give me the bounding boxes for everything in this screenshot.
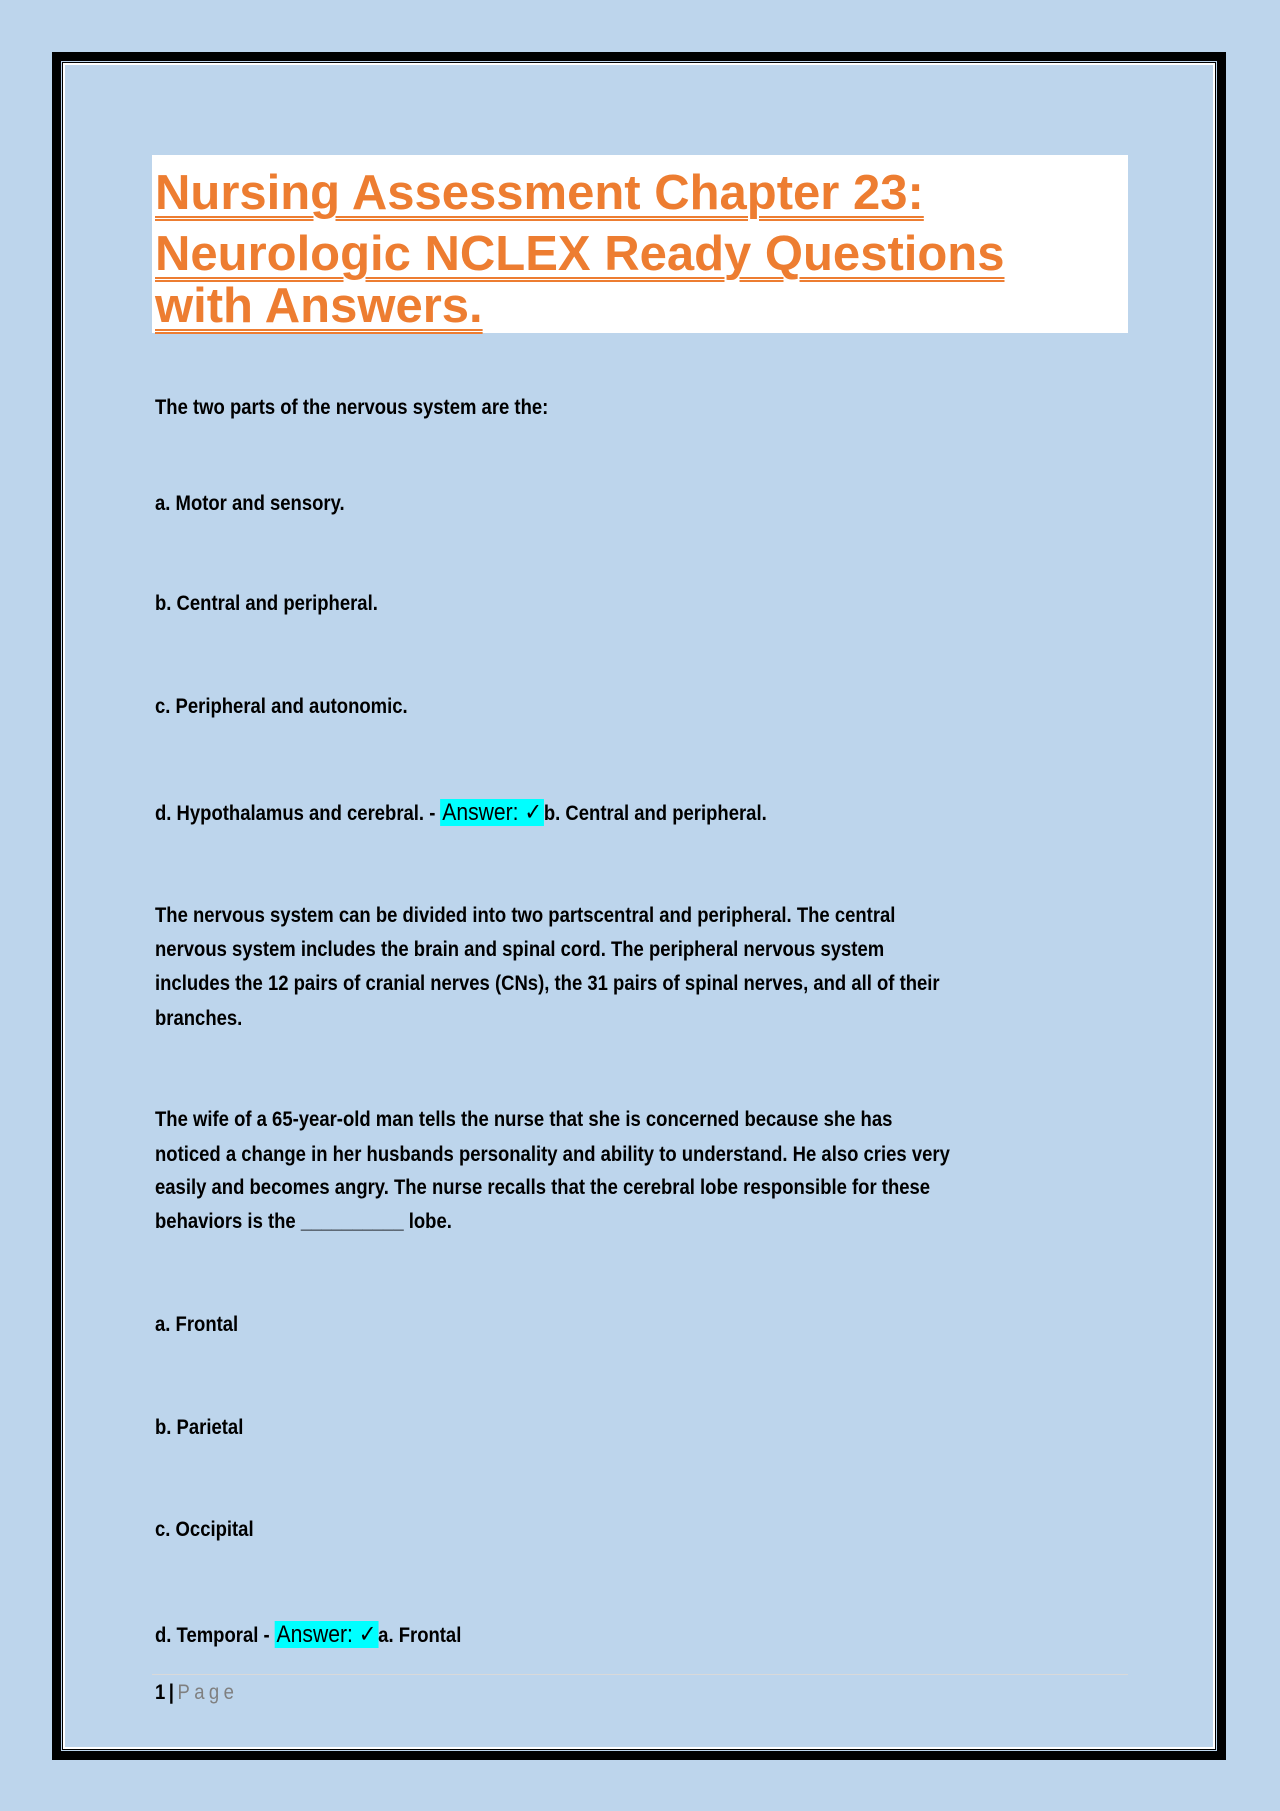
question-2-line: behaviors is the __________ lobe. bbox=[155, 1210, 452, 1233]
option-d-with-answer bbox=[155, 1622, 461, 1649]
option-a: a. Motor and sensory. bbox=[155, 492, 345, 515]
option-a: a. Frontal bbox=[155, 1313, 239, 1336]
answer-highlight bbox=[275, 1621, 378, 1648]
answer-text: b. Central and peripheral. bbox=[543, 802, 767, 825]
footer-divider bbox=[152, 1674, 1128, 1675]
title-line: with Answers. bbox=[155, 279, 483, 333]
check-icon: ✓ bbox=[524, 799, 543, 826]
footer-separator: | bbox=[168, 1681, 174, 1704]
title-line: Nursing Assessment Chapter 23: bbox=[155, 166, 924, 220]
document-title bbox=[152, 155, 1128, 333]
page-footer bbox=[155, 1680, 238, 1706]
title-line: Neurologic NCLEX Ready Questions bbox=[155, 227, 1005, 281]
option-b: b. Central and peripheral. bbox=[155, 592, 378, 615]
question-2-line: The wife of a 65-year-old man tells the nurse that she is concerned because she has bbox=[155, 1108, 893, 1131]
answer-text: a. Frontal bbox=[378, 1624, 462, 1647]
option-d: d. Hypothalamus and cerebral. - bbox=[155, 802, 441, 825]
question-2-line: noticed a change in her husbands personality and ability to understand. He also cries very bbox=[155, 1143, 950, 1166]
option-b: b. Parietal bbox=[155, 1416, 244, 1439]
question-2-line: easily and becomes angry. The nurse recalls that the cerebral lobe responsible for these bbox=[155, 1176, 931, 1199]
answer-label: Answer: bbox=[442, 799, 519, 826]
question-1: The two parts of the nervous system are the: bbox=[155, 396, 549, 419]
option-d: d. Temporal - bbox=[155, 1624, 275, 1647]
option-c: c. Peripheral and autonomic. bbox=[155, 695, 408, 718]
option-d-with-answer bbox=[155, 800, 767, 827]
rationale-line: The nervous system can be divided into two partscentral and peripheral. The central bbox=[155, 904, 896, 927]
answer-label: Answer: bbox=[276, 1621, 353, 1648]
rationale-line: branches. bbox=[155, 1007, 243, 1030]
page-label: Page bbox=[177, 1681, 239, 1704]
rationale-line: includes the 12 pairs of cranial nerves (CNs), the 31 pairs of spinal nerves, and all of their bbox=[155, 972, 940, 995]
answer-highlight bbox=[440, 799, 543, 826]
check-icon: ✓ bbox=[358, 1621, 377, 1648]
page-number: 1 bbox=[155, 1681, 166, 1704]
option-c: c. Occipital bbox=[155, 1518, 254, 1541]
rationale-line: nervous system includes the brain and spinal cord. The peripheral nervous system bbox=[155, 938, 885, 961]
